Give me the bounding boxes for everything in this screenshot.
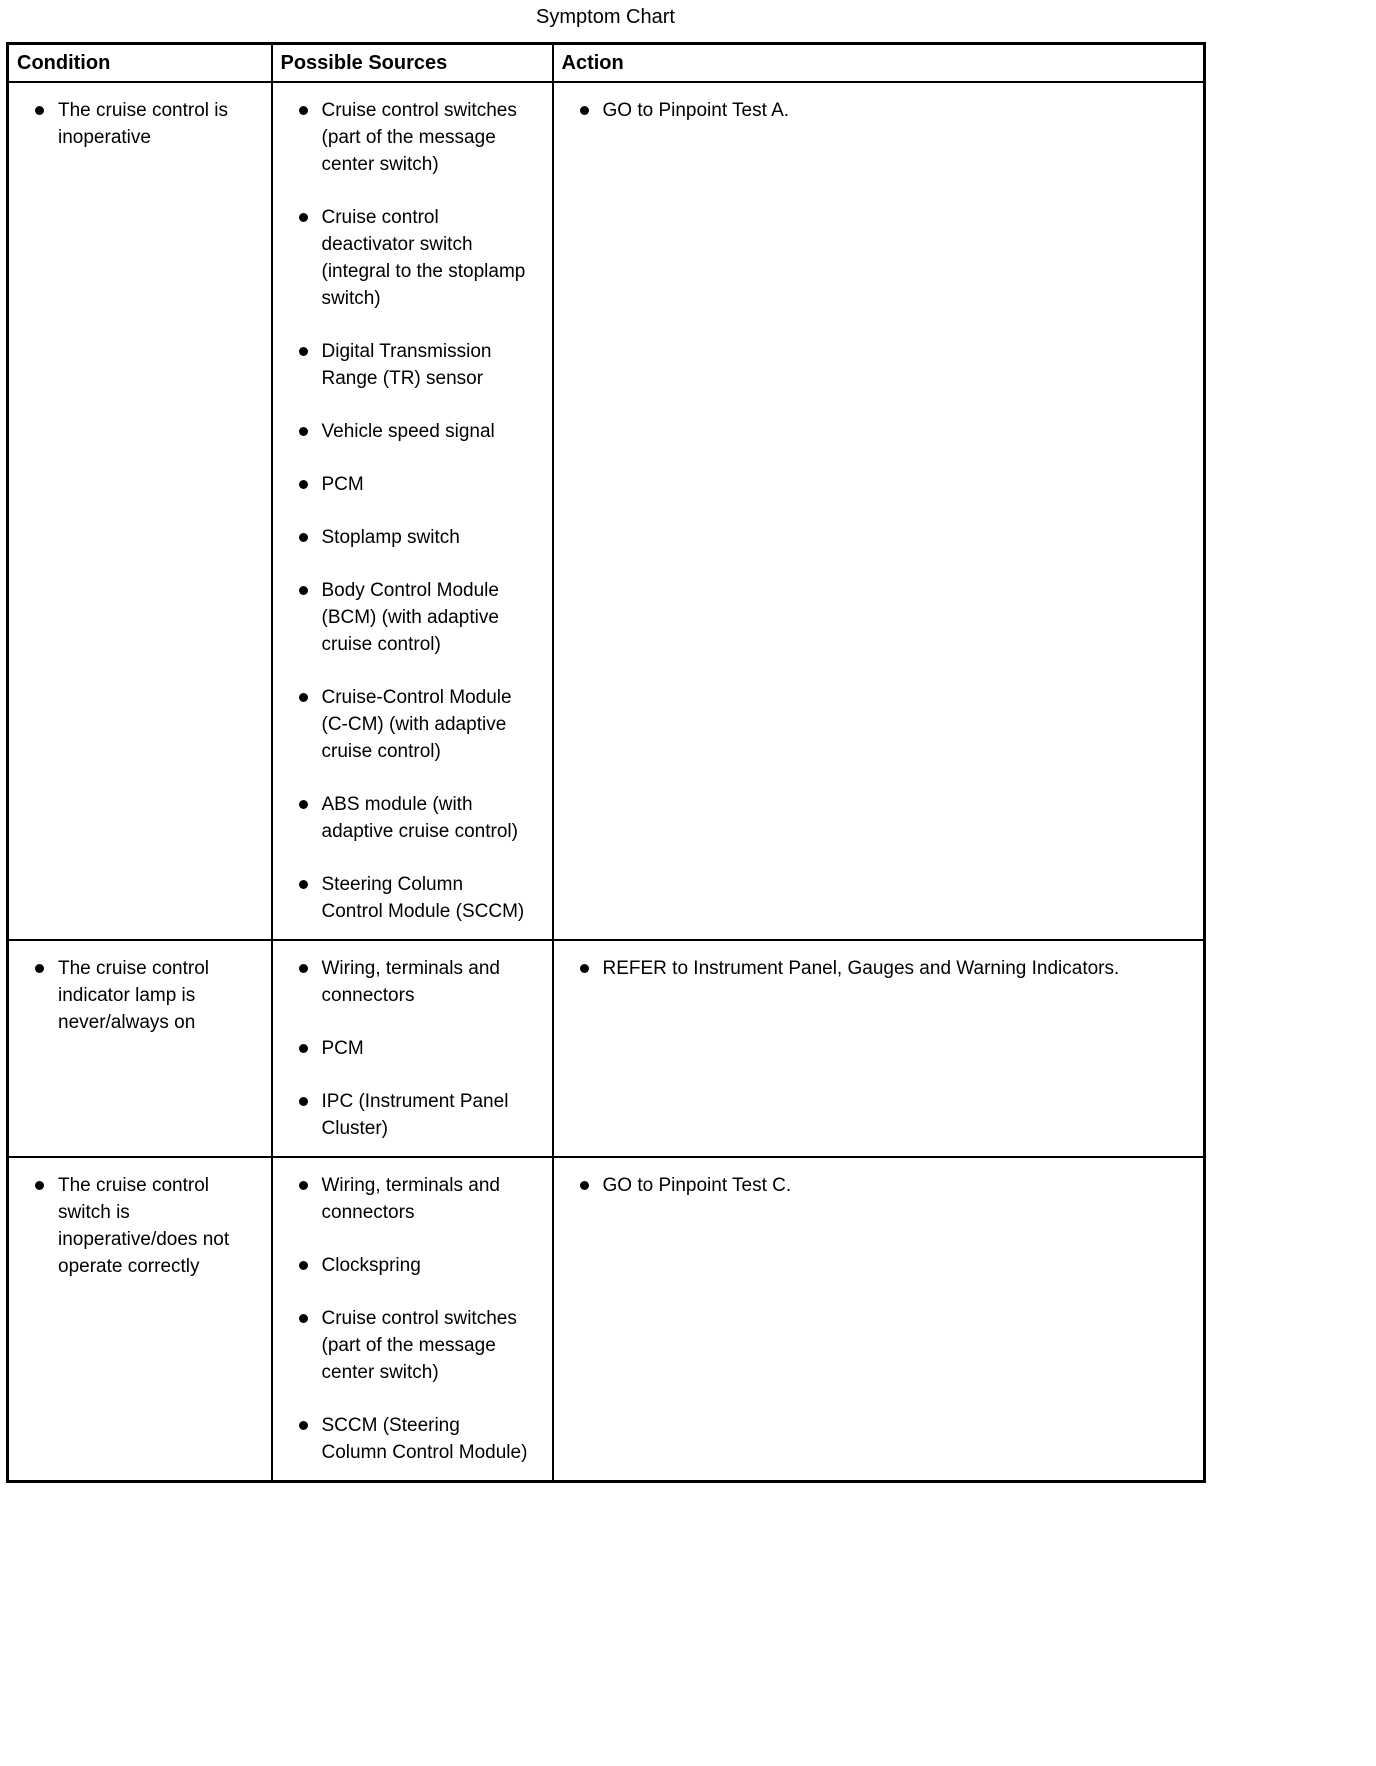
page-title: Symptom Chart [536,6,675,28]
source-text: PCM [321,474,364,495]
action-text: GO to Pinpoint Test C. [602,1175,792,1196]
bullet-icon [35,106,44,115]
list-item [273,871,544,925]
bullet-icon [299,427,308,436]
table-row [8,1157,1205,1482]
source-text: Body Control Module (BCM) (with adaptive cruise control) [321,580,499,655]
list-item [9,97,263,151]
source-text: SCCM (Steering Column Control Module) [321,1415,528,1463]
source-text: Stoplamp switch [321,527,460,548]
list-item [273,418,544,445]
source-text: Steering Column Control Module (SCCM) [321,874,525,922]
list-item [9,1172,263,1280]
source-text: PCM [321,1038,364,1059]
header-condition: Condition [8,44,272,83]
list-item [273,1252,544,1279]
action-text: REFER to Instrument Panel, Gauges and Warning Indicators. [602,958,1120,979]
action-cell [553,940,1205,1157]
bullet-icon [580,1181,589,1190]
list-item [273,955,544,1009]
list-item [273,1172,544,1226]
list-item [273,1088,544,1142]
list-item [273,97,544,178]
list-item [9,955,263,1036]
source-text: Wiring, terminals and connectors [321,958,500,1006]
bullet-icon [299,1181,308,1190]
bullet-icon [580,106,589,115]
table-row [8,82,1205,940]
list-item [554,955,1196,982]
condition-list [9,955,263,1036]
condition-list [9,97,263,151]
action-text: GO to Pinpoint Test A. [602,100,790,121]
condition-text: The cruise control is inoperative [58,100,229,148]
sources-list [273,1172,544,1466]
sources-list [273,955,544,1142]
condition-text: The cruise control indicator lamp is never/always on [58,958,210,1033]
source-text: IPC (Instrument Panel Cluster) [321,1091,509,1139]
list-item [273,1035,544,1062]
list-item [554,97,1196,124]
bullet-icon [35,964,44,973]
condition-list [9,1172,263,1280]
bullet-icon [299,480,308,489]
bullet-icon [299,880,308,889]
source-text: Cruise-Control Module (C-CM) (with adaptive cruise control) [321,687,512,762]
bullet-icon [299,533,308,542]
source-text: Cruise control switches (part of the message center switch) [321,100,517,175]
sources-cell [272,1157,553,1482]
header-row [8,44,1205,83]
list-item [273,204,544,312]
bullet-icon [299,1261,308,1270]
source-text: Clockspring [321,1255,421,1276]
header-possible-sources: Possible Sources [272,44,553,83]
list-item [554,1172,1196,1199]
sources-list [273,97,544,925]
table-row [8,940,1205,1157]
source-text: Cruise control deactivator switch (integral to the stoplamp switch) [321,207,526,309]
bullet-icon [299,106,308,115]
bullet-icon [299,1314,308,1323]
bullet-icon [299,1421,308,1430]
source-text: Digital Transmission Range (TR) sensor [321,341,492,389]
sources-cell [272,82,553,940]
list-item [273,577,544,658]
list-item [273,524,544,551]
action-cell [553,82,1205,940]
list-item [273,338,544,392]
bullet-icon [299,347,308,356]
bullet-icon [299,586,308,595]
condition-cell [8,940,272,1157]
action-list [554,97,1196,124]
header-action: Action [553,44,1205,83]
condition-cell [8,1157,272,1482]
action-cell [553,1157,1205,1482]
bullet-icon [299,964,308,973]
source-text: Wiring, terminals and connectors [321,1175,500,1223]
bullet-icon [299,1097,308,1106]
bullet-icon [35,1181,44,1190]
source-text: Cruise control switches (part of the message center switch) [321,1308,517,1383]
list-item [273,684,544,765]
bullet-icon [299,693,308,702]
symptom-chart-table [6,42,1206,1483]
list-item [273,791,544,845]
source-text: ABS module (with adaptive cruise control) [321,794,518,842]
condition-cell [8,82,272,940]
action-list [554,1172,1196,1199]
list-item [273,1305,544,1386]
bullet-icon [299,800,308,809]
list-item [273,471,544,498]
bullet-icon [580,964,589,973]
action-list [554,955,1196,982]
bullet-icon [299,1044,308,1053]
list-item [273,1412,544,1466]
bullet-icon [299,213,308,222]
source-text: Vehicle speed signal [321,421,495,442]
condition-text: The cruise control switch is inoperative/does not operate correctly [58,1175,230,1277]
sources-cell [272,940,553,1157]
